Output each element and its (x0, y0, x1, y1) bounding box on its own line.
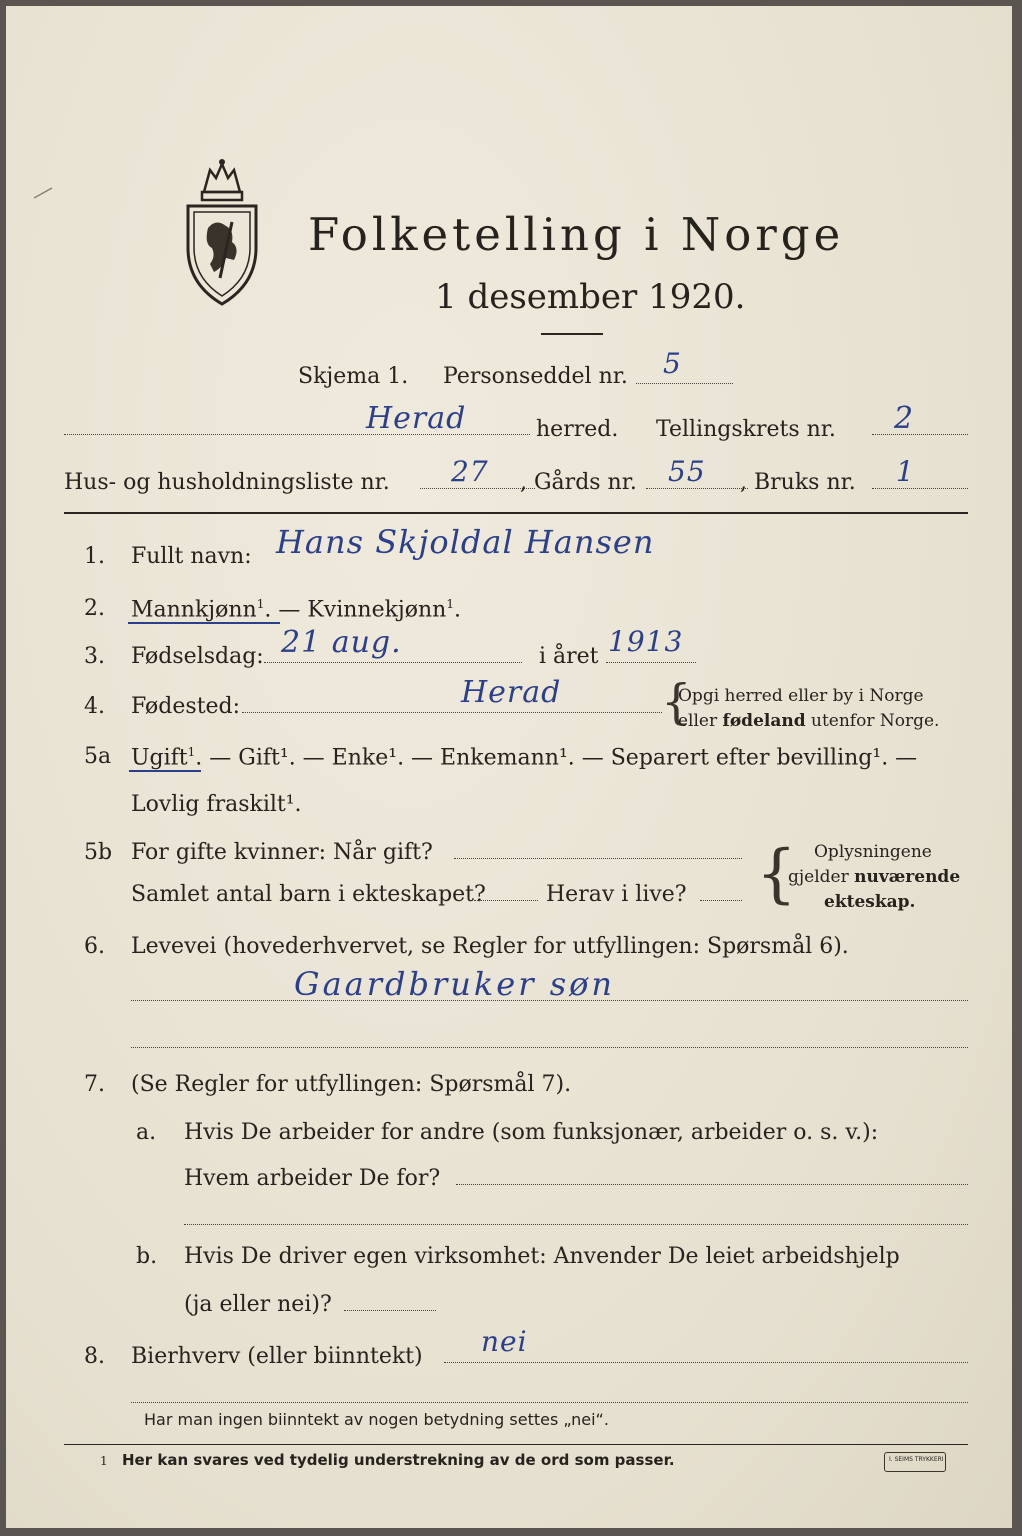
q2-female-option: Kvinnekjønn (307, 597, 447, 623)
q8-line2 (131, 1402, 968, 1403)
herred-label: herred. (536, 417, 619, 442)
q5b-number: 5b (84, 840, 113, 865)
gards-label: , Gårds nr. (520, 470, 637, 495)
q1-number: 1. (84, 544, 105, 569)
q5b-children-line (474, 900, 538, 901)
gards-line (646, 488, 748, 489)
q7b-line2: (ja eller nei)? (184, 1292, 332, 1317)
q5b-note3: ekteskap. (824, 892, 916, 912)
bruks-value: 1 (896, 455, 915, 488)
q7a-answer-line1 (456, 1184, 968, 1185)
q8-value: nei (481, 1325, 528, 1358)
title-divider (541, 333, 603, 335)
q7-label: (Se Regler for utfyllingen: Spørsmål 7). (131, 1072, 572, 1097)
tellingskrets-line (872, 434, 968, 435)
q5b-note2: gjelder nuværende (788, 867, 961, 887)
q4-birthplace-value: Herad (461, 675, 562, 710)
q7b-number: b. (136, 1244, 158, 1269)
q7a-line1: Hvis De arbeider for andre (som funksjonær, arbeider o. s. v.): (184, 1120, 879, 1145)
bruks-line (872, 488, 968, 489)
form-date: 1 desember 1920. (435, 277, 746, 317)
q2-end: . (453, 597, 461, 623)
q3-year-line (606, 662, 696, 663)
q3-year-label: i året (539, 644, 599, 669)
q2-male-option: Mannkjønn (131, 597, 257, 623)
hus-value: 27 (451, 455, 489, 488)
q3-day-line (264, 662, 522, 663)
q2-male-footnote-mark: 1 (256, 597, 265, 611)
q1-name-value: Hans Skjoldal Hansen (276, 523, 655, 561)
q6-line2 (131, 1047, 968, 1048)
q7a-number: a. (136, 1120, 157, 1145)
bruks-label: , Bruks nr. (740, 470, 856, 495)
q4-note-line2: eller fødeland utenfor Norge. (678, 711, 940, 731)
q3-number: 3. (84, 644, 105, 669)
q6-line1 (131, 1000, 968, 1001)
q5a-other-options: . — Gift¹. — Enke¹. — Enkemann¹. — Separert efter bevilling¹. — (195, 745, 918, 771)
q4-line (242, 712, 662, 713)
q5a-number: 5a (84, 744, 112, 769)
q2-male-underline (128, 622, 280, 624)
census-form-page (6, 6, 1012, 1528)
q7b-answer-line (344, 1310, 436, 1311)
q5a-ugift-footnote-mark: 1 (187, 745, 196, 759)
q5b-when-line (454, 858, 742, 859)
tellingskrets-value: 2 (894, 401, 915, 436)
q7b-line1: Hvis De driver egen virksomhet: Anvender De leiet arbeidshjelp (184, 1244, 900, 1269)
printer-mark: I. SEIMS TRYKKERI (889, 1456, 944, 1463)
header-divider (64, 512, 968, 514)
herred-value: Herad (366, 401, 467, 436)
q8-label: Bierhverv (eller biinntekt) (131, 1344, 423, 1369)
q5a-marital-options (131, 746, 917, 769)
q5a-ugift-option: Ugift (131, 745, 188, 771)
q3-year-value: 1913 (608, 625, 684, 658)
q1-label: Fullt navn: (131, 544, 252, 569)
skjema-label: Skjema 1. (298, 364, 409, 389)
personseddel-value: 5 (663, 347, 682, 380)
q2-female-footnote-mark: 1 (446, 597, 454, 611)
personseddel-line (636, 383, 733, 384)
q5a-line2: Lovlig fraskilt¹. (131, 792, 302, 817)
footnote-divider (64, 1444, 968, 1445)
q5b-brace: { (756, 837, 797, 911)
footnote-text: Her kan svares ved tydelig understrekning av de ord som passer. (122, 1451, 675, 1469)
q8-number: 8. (84, 1344, 105, 1369)
q8-line (444, 1362, 968, 1363)
stray-pen-mark (32, 186, 56, 200)
q7a-answer-line2 (184, 1224, 968, 1225)
hus-label: Hus- og husholdningsliste nr. (64, 470, 390, 495)
q4-brace: { (661, 674, 692, 730)
q6-occupation-value: Gaardbruker søn (294, 965, 615, 1003)
q2-sex-options (131, 598, 461, 621)
q4-number: 4. (84, 694, 105, 719)
q4-note-line1: Opgi herred eller by i Norge (678, 686, 924, 706)
gards-value: 55 (668, 455, 706, 488)
coat-of-arms-icon (182, 156, 262, 308)
q6-number: 6. (84, 934, 105, 959)
q4-label: Fødested: (131, 694, 241, 719)
q5b-note1: Oplysningene (814, 842, 932, 862)
q6-label: Levevei (hovederhvervet, se Regler for utfyllingen: Spørsmål 6). (131, 934, 849, 959)
tellingskrets-label: Tellingskrets nr. (656, 417, 836, 442)
form-title: Folketelling i Norge (308, 208, 845, 261)
personseddel-label: Personseddel nr. (443, 364, 628, 389)
q5a-ugift-underline (129, 770, 201, 772)
printer-stamp (884, 1452, 946, 1472)
q5b-line2b: Herav i live? (546, 882, 687, 907)
q7a-line2: Hvem arbeider De for? (184, 1166, 441, 1191)
q5b-line1: For gifte kvinner: Når gift? (131, 840, 433, 865)
q3-day-value: 21 aug. (281, 625, 402, 660)
q3-label: Fødselsdag: (131, 644, 264, 669)
q2-separator: . — (264, 597, 308, 623)
q5b-alive-line (700, 900, 742, 901)
q2-number: 2. (84, 596, 105, 621)
q5b-line2a: Samlet antal barn i ekteskapet? (131, 882, 486, 907)
hus-line (420, 488, 535, 489)
footnote-mark: 1 (100, 1454, 108, 1468)
q7-number: 7. (84, 1072, 105, 1097)
bottom-note: Har man ingen biinntekt av nogen betydning settes „nei“. (144, 1410, 609, 1429)
